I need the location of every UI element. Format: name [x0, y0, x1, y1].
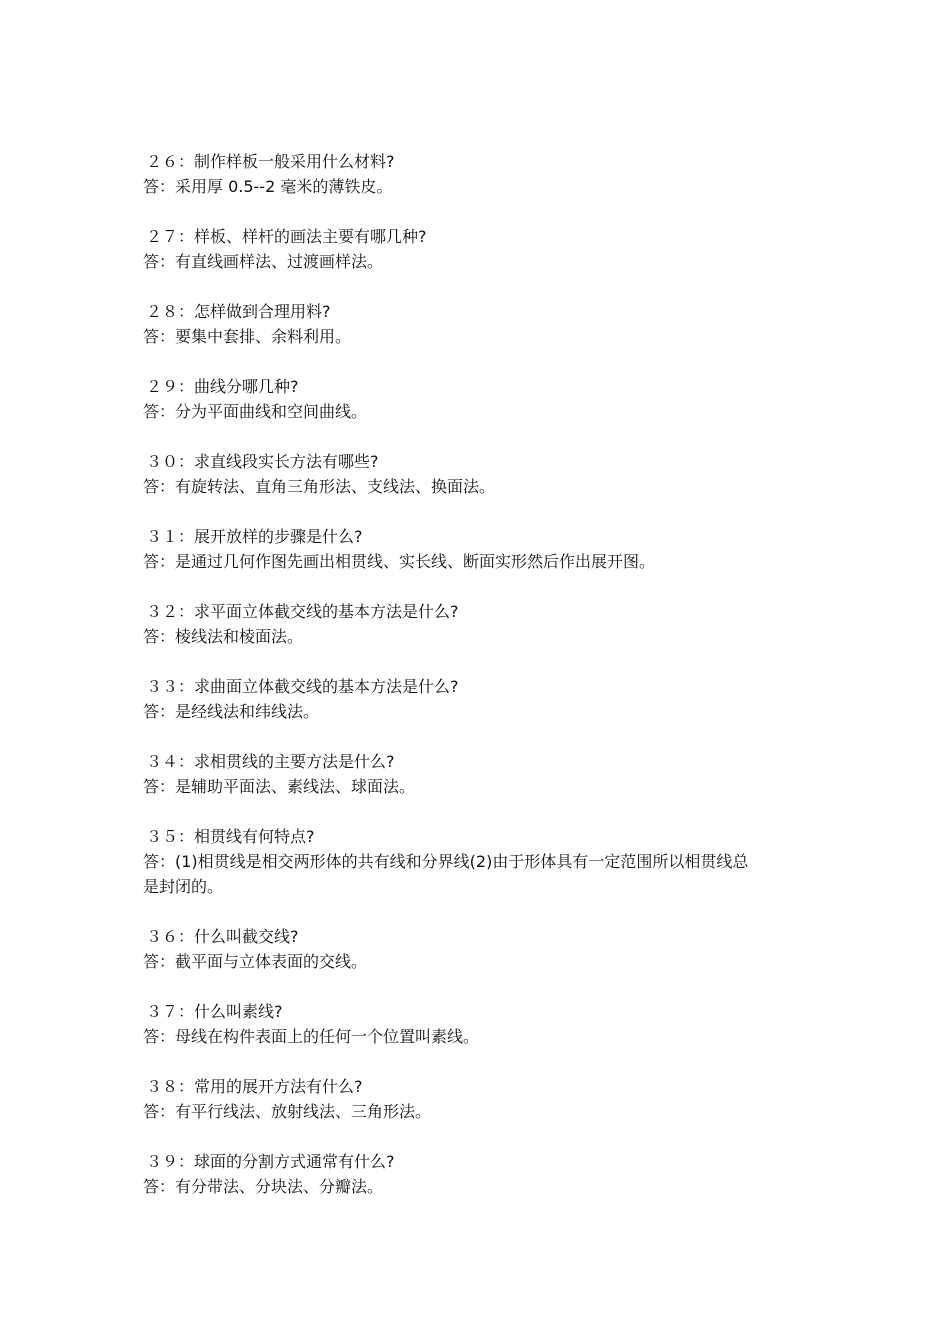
qa-item-37	[143, 999, 823, 1049]
answer-31: 答：是通过几何作图先画出相贯线、实长线、断面实形然后作出展开图。	[143, 552, 656, 571]
qa-item-31	[143, 524, 823, 574]
answer-35: 答：(1)相贯线是相交两形体的共有线和分界线(2)由于形体具有一定范围所以相贯线总	[143, 852, 749, 871]
question-38: ３８：常用的展开方法有什么?	[146, 1077, 363, 1096]
qa-item-32	[143, 599, 823, 649]
qa-item-39	[143, 1149, 823, 1199]
answer-29: 答：分为平面曲线和空间曲线。	[143, 402, 368, 421]
answer-28: 答：要集中套排、余料利用。	[143, 327, 352, 346]
question-30: ３０：求直线段实长方法有哪些?	[146, 452, 379, 471]
question-28: ２８：怎样做到合理用料?	[146, 302, 331, 321]
question-33: ３３：求曲面立体截交线的基本方法是什么?	[146, 677, 459, 696]
question-31: ３１：展开放样的步骤是什么?	[146, 527, 363, 546]
answer-39: 答：有分带法、分块法、分瓣法。	[143, 1177, 384, 1196]
answer-35-continued: 是封闭的。	[143, 877, 224, 896]
qa-item-34	[143, 749, 823, 799]
answer-36: 答：截平面与立体表面的交线。	[143, 952, 368, 971]
question-37: ３７：什么叫素线?	[146, 1002, 283, 1021]
question-32: ３２：求平面立体截交线的基本方法是什么?	[146, 602, 459, 621]
answer-32: 答：棱线法和棱面法。	[143, 627, 304, 646]
answer-26: 答：采用厚 0.5--2 毫米的薄铁皮。	[143, 177, 393, 196]
question-34: ３４：求相贯线的主要方法是什么?	[146, 752, 395, 771]
qa-item-26	[143, 149, 823, 199]
answer-33: 答：是经线法和纬线法。	[143, 702, 320, 721]
qa-item-30	[143, 449, 823, 499]
answer-37: 答：母线在构件表面上的任何一个位置叫素线。	[143, 1027, 480, 1046]
answer-34: 答：是辅助平面法、素线法、球面法。	[143, 777, 416, 796]
question-39: ３９：球面的分割方式通常有什么?	[146, 1152, 395, 1171]
answer-38: 答：有平行线法、放射线法、三角形法。	[143, 1102, 432, 1121]
qa-item-36	[143, 924, 823, 974]
question-29: ２９：曲线分哪几种?	[146, 377, 299, 396]
qa-item-38	[143, 1074, 823, 1124]
question-26: ２６：制作样板一般采用什么材料?	[146, 152, 395, 171]
question-36: ３６：什么叫截交线?	[146, 927, 299, 946]
qa-item-29	[143, 374, 823, 424]
qa-item-33	[143, 674, 823, 724]
answer-27: 答：有直线画样法、过渡画样法。	[143, 252, 384, 271]
qa-item-35	[143, 824, 823, 899]
answer-30: 答：有旋转法、直角三角形法、支线法、换面法。	[143, 477, 496, 496]
document-page	[143, 149, 823, 1224]
qa-item-27	[143, 224, 823, 274]
question-27: ２７：样板、样杆的画法主要有哪几种?	[146, 227, 427, 246]
qa-item-28	[143, 299, 823, 349]
question-35: ３５：相贯线有何特点?	[146, 827, 315, 846]
